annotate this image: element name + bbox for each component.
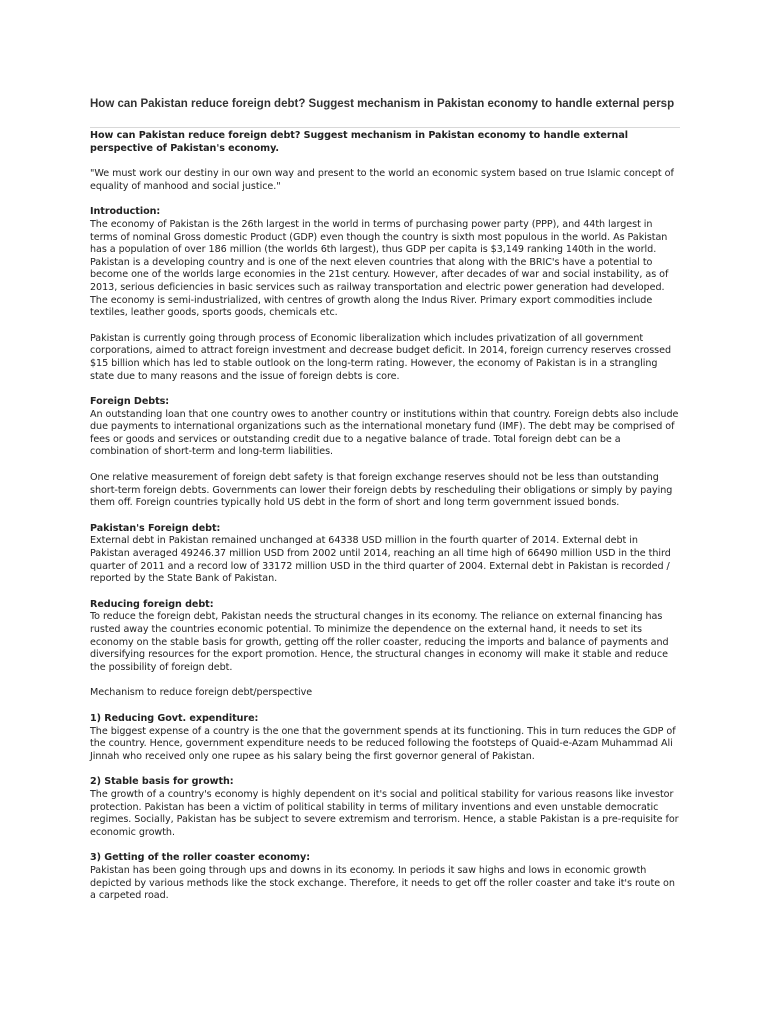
mechanism-item-3: [90, 852, 680, 902]
mechanism-item-heading: 2) Stable basis for growth:: [90, 776, 234, 788]
document-page: [90, 97, 680, 903]
section-heading: Introduction:: [90, 206, 161, 218]
section-heading: Pakistan's Foreign debt:: [90, 522, 221, 534]
section-reducing-foreign-debt: [90, 599, 680, 675]
mechanism-item-heading: 1) Reducing Govt. expenditure:: [90, 712, 259, 724]
section-introduction: [90, 206, 680, 383]
section-foreign-debts: [90, 396, 680, 510]
paragraph: The growth of a country's economy is highly dependent on it's social and political stability for various reasons like investor protection. Pakistan has been a victim of political stability in terms of military inventions and even unstable democratic regimes. Socially, Pakistan has be subject to severe extremism and terrorism. Hence, a stable Pakistan is a pre-requisite for economic growth.: [90, 788, 679, 838]
section-heading: Foreign Debts:: [90, 396, 170, 408]
mechanism-item-heading: 3) Getting of the roller coaster economy:: [90, 852, 310, 864]
mechanism-item-1: [90, 713, 680, 763]
paragraph: Pakistan has been going through ups and downs in its economy. In periods it saw highs and lows in economic growth depicted by various methods like the stock exchange. Therefore, it needs to get off the roller coaster and take it's route on a carpeted road.: [90, 864, 675, 902]
title-divider: [90, 127, 680, 128]
paragraph: The biggest expense of a country is the one that the government spends at its functioning. This in turn reduces the GDP of the country. Hence, government expenditure needs to be reduced following the footsteps of Quaid-e-Azam Muhammad Ali Jinnah who received only one rupee as his salary being the first governor general of Pakistan.: [90, 725, 676, 762]
paragraph: To reduce the foreign debt, Pakistan needs the structural changes in its economy. The reliance on external financing has rusted away the countries economic potential. To minimize the dependence on the external hand, it needs to set its economy on the stable basis for growth, getting off the roller coaster, reducing the imports and balance of payments and diversifying resources for the export promotion. Hence, the structural changes in economy will make it stable and reduce the possibility of foreign debt.: [90, 611, 669, 673]
paragraph: One relative measurement of foreign debt safety is that foreign exchange reserves should not be less than outstanding short-term foreign debts. Governments can lower their foreign debts by rescheduling their obligations or simply by paying them off. Foreign countries typically hold US debt in the form of short and long term government issued bonds.: [90, 472, 673, 509]
mechanism-item-2: [90, 776, 680, 839]
section-heading: Reducing foreign debt:: [90, 598, 214, 610]
paragraph: External debt in Pakistan remained unchanged at 64338 USD million in the fourth quarter of 2014. External debt in Pakistan averaged 49246.37 million USD from 2002 until 2014, reaching an all time high of 66490 million USD in the third quarter of 2011 and a record low of 33172 million USD in the third quarter of 2004. External debt in Pakistan is recorded / reported by the State Bank of Pakistan.: [90, 535, 671, 585]
lead-heading: How can Pakistan reduce foreign debt? Suggest mechanism in Pakistan economy to handle external perspective of Pakistan's economy.: [90, 130, 628, 154]
section-heading: Mechanism to reduce foreign debt/perspective: [90, 687, 313, 699]
document-title: How can Pakistan reduce foreign debt? Suggest mechanism in Pakistan economy to handle external persp: [90, 98, 675, 110]
section-pakistan-foreign-debt: [90, 523, 680, 586]
section-mechanism: [90, 687, 680, 700]
document-body: [90, 130, 680, 903]
paragraph: The economy of Pakistan is the 26th largest in the world in terms of purchasing power party (PPP), and 44th largest in terms of nominal Gross domestic Product (GDP) even though the country is sixth most populous in the world. As Pakistan has a population of over 186 million (the worlds 6th largest), thus GDP per capita is $3,149 ranking 140th in the world. Pakistan is a developing country and is one of the next eleven countries that along with the BRIC's have a potential to become one of the worlds large economies in the 21st century. However, after decades of war and social instability, as of 2013, serious deficiencies in basic services such as railway transportation and electric power generation had developed. The economy is semi-industrialized, with centres of growth along the Indus River. Primary export commodities include textiles, leather goods, sports goods, chemicals etc.: [90, 218, 669, 319]
opening-quote: "We must work our destiny in our own way and present to the world an economic system based on true Islamic concept of equality of manhood and social justice.": [90, 168, 674, 192]
paragraph: An outstanding loan that one country owes to another country or institutions within that country. Foreign debts also include due payments to international organizations such as the international monetary fund (IMF). The debt may be comprised of fees or goods and services or outstanding credit due to a negative balance of trade. Total foreign debt can be a combination of short-term and long-term liabilities.: [90, 408, 679, 458]
paragraph: Pakistan is currently going through process of Economic liberalization which includes privatization of all government corporations, aimed to attract foreign investment and decrease budget deficit. In 2014, foreign currency reserves crossed $15 billion which has led to stable outlook on the long-term rating. However, the economy of Pakistan is in a strangling state due to many reasons and the issue of foreign debts is core.: [90, 332, 672, 382]
